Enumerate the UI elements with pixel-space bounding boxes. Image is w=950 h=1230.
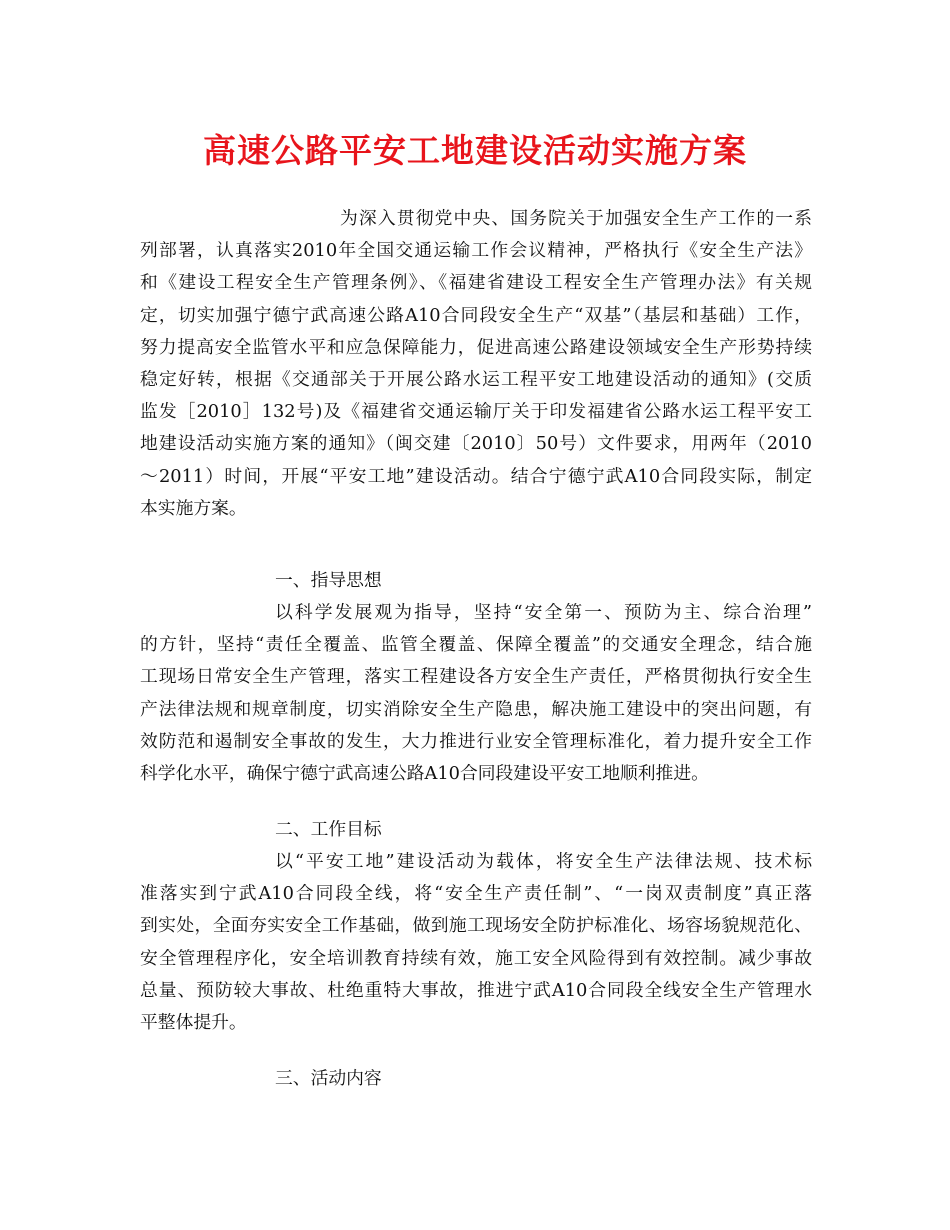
section-line: 到实处，全面夯实安全工作基础，做到施工现场安全防护标准化、场容场貌规范化、: [140, 915, 812, 937]
intro-line: 努力提高安全监管水平和应急保障能力，促进高速公路建设领域安全生产形势持续: [140, 336, 812, 358]
section-line: 效防范和遏制安全事故的发生，大力推进行业安全管理标准化，着力提升安全工作: [140, 730, 812, 752]
section-line: 总量、预防较大事故、杜绝重特大事故，推进宁武A10合同段全线安全生产管理水: [140, 979, 812, 1001]
intro-line: 监发［2010］132号)及《福建省交通运输厅关于印发福建省公路水运工程平安工: [140, 401, 812, 423]
section-paragraph-work-goals: [140, 846, 812, 1039]
intro-line: 列部署，认真落实2010年全国交通运输工作会议精神，严格执行《安全生产法》: [140, 240, 812, 262]
section-line: 平整体提升。: [140, 1012, 247, 1034]
intro-paragraph: [140, 203, 812, 525]
section-line: 产法律法规和规章制度，切实消除安全生产隐患，解决施工建设中的突出问题，有: [140, 698, 812, 720]
section-heading-work-goals: 二、工作目标: [275, 819, 382, 840]
section-paragraph-guiding-thought: [140, 597, 812, 790]
intro-line: ～2011）时间，开展“平安工地”建设活动。结合宁德宁武A10合同段实际，制定: [140, 465, 812, 487]
section-line: 工现场日常安全生产管理，落实工程建设各方安全生产责任，严格贯彻执行安全生: [140, 666, 812, 688]
intro-line: 定，切实加强宁德宁武高速公路A10合同段安全生产“双基”（基层和基础）工作，: [140, 304, 812, 326]
section-heading-guiding-thought: 一、指导思想: [275, 570, 382, 591]
intro-line: 稳定好转，根据《交通部关于开展公路水运工程平安工地建设活动的通知》(交质: [140, 369, 812, 391]
section-line: 准落实到宁武A10合同段全线，将“安全生产责任制”、“一岗双责制度”真正落: [140, 883, 812, 905]
section-line: 以“平安工地”建设活动为载体，将安全生产法律法规、技术标: [275, 851, 812, 872]
section-heading-activity-content: 三、活动内容: [275, 1068, 382, 1089]
intro-line: 为深入贯彻党中央、国务院关于加强安全生产工作的一系: [340, 208, 812, 229]
document-title: 高速公路平安工地建设活动实施方案: [203, 131, 747, 170]
section-line: 科学化水平，确保宁德宁武高速公路A10合同段建设平安工地顺利推进。: [140, 763, 709, 785]
intro-line: 地建设活动实施方案的通知》（闽交建〔2010〕50号）文件要求，用两年（2010: [140, 433, 812, 455]
section-line: 安全管理程序化，安全培训教育持续有效，施工安全风险得到有效控制。减少事故: [140, 947, 812, 969]
intro-line: 和《建设工程安全生产管理条例》、《福建省建设工程安全生产管理办法》有关规: [140, 272, 812, 294]
section-line: 以科学发展观为指导，坚持“安全第一、预防为主、综合治理”: [275, 602, 812, 623]
section-line: 的方针，坚持“责任全覆盖、监管全覆盖、保障全覆盖”的交通安全理念，结合施: [140, 634, 812, 656]
intro-line: 本实施方案。: [140, 497, 247, 519]
